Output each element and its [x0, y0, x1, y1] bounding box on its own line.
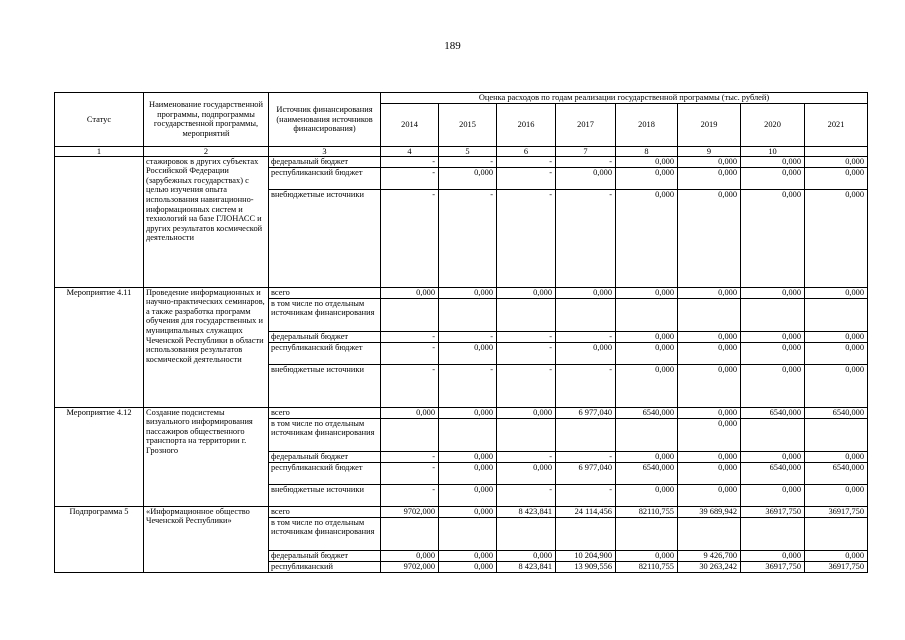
header-source: Источник финансирования (наименования источников финансирования) [269, 93, 381, 147]
value-cell: 0,000 [805, 189, 868, 287]
source-cell: всего [269, 506, 381, 517]
value-cell [381, 298, 439, 331]
status-cell: Подпрограмма 5 [55, 506, 144, 572]
value-cell: 0,000 [556, 167, 616, 189]
source-cell: республиканский [269, 561, 381, 572]
source-cell: в том числе по отдельным источникам финансирования [269, 517, 381, 550]
value-cell: 0,000 [616, 550, 678, 561]
value-cell: - [381, 167, 439, 189]
value-cell: 6540,000 [741, 462, 805, 484]
column-index: 6 [497, 146, 556, 156]
column-index: 9 [678, 146, 741, 156]
value-cell: 0,000 [805, 287, 868, 298]
value-cell: - [556, 484, 616, 506]
value-cell: 0,000 [741, 342, 805, 364]
source-cell: федеральный бюджет [269, 550, 381, 561]
index-row [55, 146, 868, 156]
header-name: Наименование государственной программы, подпрограммы государственной программы, мероприятий [144, 93, 269, 147]
value-cell [556, 298, 616, 331]
value-cell [741, 517, 805, 550]
value-cell [616, 517, 678, 550]
table-row [55, 506, 868, 517]
value-cell: - [381, 331, 439, 342]
value-cell: 0,000 [678, 167, 741, 189]
value-cell [616, 298, 678, 331]
value-cell: 0,000 [439, 550, 497, 561]
expenditure-table [54, 92, 868, 573]
source-cell: всего [269, 407, 381, 418]
value-cell: - [556, 451, 616, 462]
year-header: 2020 [741, 103, 805, 146]
value-cell: 0,000 [556, 342, 616, 364]
value-cell: 6540,000 [805, 407, 868, 418]
value-cell: 0,000 [556, 287, 616, 298]
value-cell [556, 517, 616, 550]
value-cell [439, 298, 497, 331]
value-cell: 0,000 [741, 451, 805, 462]
value-cell: 0,000 [497, 407, 556, 418]
value-cell: 0,000 [741, 189, 805, 287]
value-cell: 30 263,242 [678, 561, 741, 572]
year-header: 2016 [497, 103, 556, 146]
value-cell [381, 418, 439, 451]
value-cell: 0,000 [616, 451, 678, 462]
value-cell: 0,000 [678, 189, 741, 287]
table-body [55, 156, 868, 572]
value-cell: 0,000 [678, 287, 741, 298]
header-estimate: Оценка расходов по годам реализации государственной программы (тыс. рублей) [381, 93, 868, 104]
value-cell: 0,000 [497, 550, 556, 561]
value-cell: 0,000 [805, 156, 868, 167]
value-cell: 0,000 [439, 342, 497, 364]
value-cell: - [556, 156, 616, 167]
value-cell: 0,000 [497, 462, 556, 484]
column-index: 2 [144, 146, 269, 156]
value-cell: - [381, 462, 439, 484]
measure-name-cell: «Информационное общество Чеченской Республики» [144, 506, 269, 572]
value-cell [497, 517, 556, 550]
value-cell: 6540,000 [616, 407, 678, 418]
value-cell: 0,000 [678, 462, 741, 484]
source-cell: внебюджетные источники [269, 364, 381, 407]
column-index: 5 [439, 146, 497, 156]
value-cell [439, 517, 497, 550]
value-cell: - [497, 364, 556, 407]
value-cell: 0,000 [678, 331, 741, 342]
value-cell: - [381, 189, 439, 287]
value-cell: 10 204,900 [556, 550, 616, 561]
value-cell: 6 977,040 [556, 407, 616, 418]
value-cell: - [381, 484, 439, 506]
value-cell: 0,000 [678, 364, 741, 407]
value-cell [556, 418, 616, 451]
table-row [55, 156, 868, 167]
year-header: 2015 [439, 103, 497, 146]
value-cell [678, 517, 741, 550]
value-cell: 0,000 [805, 167, 868, 189]
measure-name-cell: Создание подсистемы визуального информирования пассажиров общественного транспорта на территории г. Грозного [144, 407, 269, 506]
year-header: 2019 [678, 103, 741, 146]
value-cell [741, 298, 805, 331]
value-cell: 0,000 [616, 484, 678, 506]
value-cell: 0,000 [497, 287, 556, 298]
status-cell: Мероприятие 4.11 [55, 287, 144, 407]
value-cell: 0,000 [616, 287, 678, 298]
value-cell: 82110,755 [616, 506, 678, 517]
value-cell: - [439, 189, 497, 287]
value-cell: 36917,750 [741, 561, 805, 572]
value-cell [497, 418, 556, 451]
value-cell: - [381, 342, 439, 364]
value-cell: 0,000 [805, 331, 868, 342]
year-header: 2014 [381, 103, 439, 146]
value-cell: 36917,750 [805, 561, 868, 572]
source-cell: в том числе по отдельным источникам финансирования [269, 298, 381, 331]
value-cell: 0,000 [439, 167, 497, 189]
value-cell: 9 426,700 [678, 550, 741, 561]
value-cell: 0,000 [741, 364, 805, 407]
value-cell: - [381, 364, 439, 407]
source-cell: федеральный бюджет [269, 156, 381, 167]
value-cell: 0,000 [616, 156, 678, 167]
value-cell: 0,000 [741, 550, 805, 561]
value-cell [616, 418, 678, 451]
value-cell [678, 298, 741, 331]
year-header: 2021 [805, 103, 868, 146]
value-cell: 82110,755 [616, 561, 678, 572]
value-cell: 6540,000 [616, 462, 678, 484]
measure-name-cell: стажировок в других субъектах Российской Федерации (зарубежных государствах) с целью изучения опыта использования навигационно-информационных систем и технологий на базе ГЛОНАСС и других результатов космической деятельности [144, 156, 269, 287]
value-cell: - [439, 331, 497, 342]
value-cell: - [381, 451, 439, 462]
value-cell: 8 423,841 [497, 561, 556, 572]
value-cell: - [497, 167, 556, 189]
value-cell: 6540,000 [741, 407, 805, 418]
column-index [805, 146, 868, 156]
value-cell: 0,000 [439, 451, 497, 462]
value-cell: 0,000 [741, 331, 805, 342]
source-cell: всего [269, 287, 381, 298]
value-cell: 0,000 [381, 287, 439, 298]
value-cell [741, 418, 805, 451]
source-cell: республиканский бюджет [269, 462, 381, 484]
value-cell: - [556, 189, 616, 287]
column-index: 1 [55, 146, 144, 156]
value-cell: 0,000 [805, 342, 868, 364]
value-cell [805, 298, 868, 331]
column-index: 3 [269, 146, 381, 156]
value-cell: 0,000 [439, 506, 497, 517]
value-cell: 9702,000 [381, 506, 439, 517]
value-cell: 0,000 [439, 287, 497, 298]
source-cell: внебюджетные источники [269, 484, 381, 506]
value-cell: - [497, 484, 556, 506]
value-cell: 0,000 [805, 451, 868, 462]
value-cell: - [497, 451, 556, 462]
value-cell: 0,000 [381, 407, 439, 418]
value-cell: 0,000 [741, 287, 805, 298]
source-cell: в том числе по отдельным источникам финансирования [269, 418, 381, 451]
value-cell: 0,000 [616, 364, 678, 407]
value-cell: 36917,750 [805, 506, 868, 517]
value-cell: 0,000 [616, 167, 678, 189]
value-cell: 6540,000 [805, 462, 868, 484]
value-cell: 0,000 [616, 189, 678, 287]
value-cell: 0,000 [439, 407, 497, 418]
measure-name-cell: Проведение информационных и научно-практических семинаров, а также разработка программ обучения для государственных и муниципальных служащих Чеченской Республики в области использования результатов космической деятельности [144, 287, 269, 407]
value-cell: 0,000 [678, 418, 741, 451]
value-cell: - [556, 331, 616, 342]
value-cell: - [381, 156, 439, 167]
value-cell [805, 418, 868, 451]
year-header: 2017 [556, 103, 616, 146]
value-cell: 0,000 [805, 364, 868, 407]
value-cell: 0,000 [741, 484, 805, 506]
value-cell [381, 517, 439, 550]
source-cell: республиканский бюджет [269, 167, 381, 189]
value-cell: 36917,750 [741, 506, 805, 517]
value-cell: 0,000 [439, 484, 497, 506]
value-cell: - [439, 364, 497, 407]
value-cell: 6 977,040 [556, 462, 616, 484]
source-cell: внебюджетные источники [269, 189, 381, 287]
status-cell: Мероприятие 4.12 [55, 407, 144, 506]
value-cell [497, 298, 556, 331]
value-cell: 39 689,942 [678, 506, 741, 517]
value-cell: 0,000 [439, 561, 497, 572]
value-cell: - [556, 364, 616, 407]
header-status: Статус [55, 93, 144, 147]
column-index: 8 [616, 146, 678, 156]
value-cell: 0,000 [678, 156, 741, 167]
source-cell: федеральный бюджет [269, 451, 381, 462]
value-cell: 0,000 [678, 451, 741, 462]
value-cell: 0,000 [678, 342, 741, 364]
table-row [55, 287, 868, 298]
column-index: 4 [381, 146, 439, 156]
column-index: 7 [556, 146, 616, 156]
value-cell: 0,000 [741, 156, 805, 167]
table-row [55, 407, 868, 418]
year-header: 2018 [616, 103, 678, 146]
value-cell: - [497, 189, 556, 287]
value-cell: 0,000 [616, 331, 678, 342]
value-cell: 0,000 [381, 550, 439, 561]
value-cell: 0,000 [805, 484, 868, 506]
value-cell: 8 423,841 [497, 506, 556, 517]
value-cell: 0,000 [439, 462, 497, 484]
value-cell: - [497, 342, 556, 364]
value-cell: - [497, 331, 556, 342]
page-number: 189 [444, 40, 461, 52]
value-cell [439, 418, 497, 451]
column-index: 10 [741, 146, 805, 156]
value-cell: 9702,000 [381, 561, 439, 572]
value-cell: 0,000 [678, 484, 741, 506]
value-cell: 24 114,456 [556, 506, 616, 517]
value-cell: - [439, 156, 497, 167]
value-cell: 0,000 [678, 407, 741, 418]
value-cell: 0,000 [805, 550, 868, 561]
value-cell: 0,000 [741, 167, 805, 189]
status-cell [55, 156, 144, 287]
value-cell: 0,000 [616, 342, 678, 364]
value-cell: - [497, 156, 556, 167]
source-cell: республиканский бюджет [269, 342, 381, 364]
value-cell [805, 517, 868, 550]
source-cell: федеральный бюджет [269, 331, 381, 342]
value-cell: 13 909,556 [556, 561, 616, 572]
